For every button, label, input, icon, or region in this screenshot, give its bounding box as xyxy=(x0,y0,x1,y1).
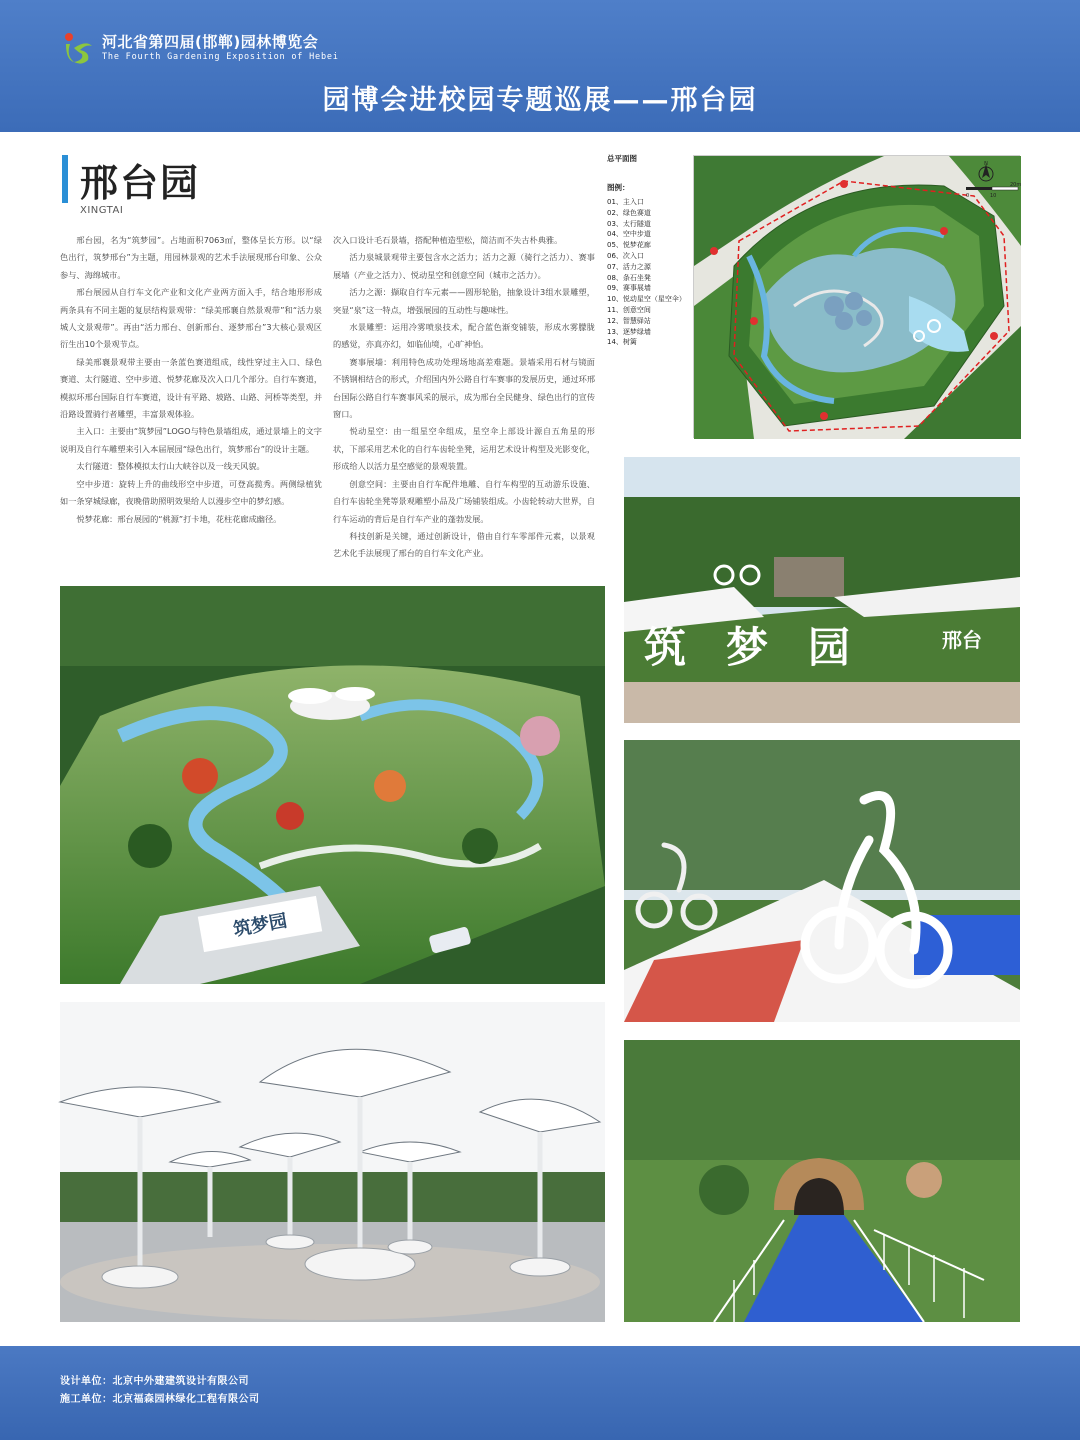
banner-title: 园博会进校园专题巡展——邢台园 xyxy=(322,85,758,116)
paragraph: 空中步道：旋转上升的曲线形空中步道，可登高揽秀。两侧绿植犹如一条穿城绿廊，夜晚借助照明效果给人以漫步空中的梦幻感。 xyxy=(60,478,322,507)
legend-title: 总平面图 xyxy=(607,154,637,163)
paragraph: 悦动星空：由一组星空伞组成，星空伞上部设计源自五角星的形状，下部采用艺术化的自行车齿轮坐凳，运用艺术设计构型及光影变化，形成给人以活力星空感觉的景观装置。 xyxy=(333,426,596,472)
rendering-sign-text: 筑梦园 xyxy=(231,910,289,941)
aerial-rendering-image xyxy=(60,586,605,984)
expo-logo-icon xyxy=(60,30,96,66)
scale-label: 0 xyxy=(966,193,970,199)
logo-wall-photo xyxy=(624,457,1020,723)
paragraph: 水景雕塑：运用冷雾喷泉技术，配合蓝色渐变铺装，形成水雾朦胧的感觉，亦真亦幻，如临仙境，心旷神怡。 xyxy=(333,322,595,350)
logo-wall-main-text: 筑梦园 xyxy=(644,623,891,672)
legend-item: 11、创意空间 xyxy=(607,305,651,314)
legend-item: 04、空中步道 xyxy=(607,230,651,239)
legend-heading: 图例： xyxy=(607,183,630,192)
construction-credit: 施工单位：北京福森园林绿化工程有限公司 xyxy=(60,1394,260,1405)
design-credit: 设计单位：北京中外建建筑设计有限公司 xyxy=(60,1376,249,1387)
paragraph: 创意空间：主要由自行车配件地雕、自行车构型的互动游乐设施、自行车齿轮坐凳等景观雕塑小品及广场铺装组成。小齿轮转动大世界，自行车运动的背后是自行车产业的蓬勃发展。 xyxy=(333,478,596,524)
paragraph: 活力之源：撷取自行车元素——圆形轮胎，抽象设计3组水景雕塑，突显“泉”这一特点，增强展园的互动性与趣味性。 xyxy=(333,287,595,315)
cyclist-sculpture-photo xyxy=(624,740,1020,1022)
page-title: 邢台园 xyxy=(80,160,201,205)
legend-item: 12、智慧驿站 xyxy=(607,316,651,325)
logo-english-name: The Fourth Gardening Exposition of Hebei xyxy=(102,51,339,62)
header-banner xyxy=(0,0,1080,132)
north-label: N xyxy=(984,161,988,167)
legend-item: 06、次入口 xyxy=(607,251,644,260)
paragraph: 科技创新是关键，通过创新设计，借由自行车零部件元素，以景观艺术化手法展现了邢台的自行车文化产业。 xyxy=(333,530,595,559)
body-column-right xyxy=(333,232,595,563)
title-accent-bar xyxy=(62,155,68,203)
paragraph: 赛事展墙：利用特色成功处理场地高差难题。景墙采用石材与镜面不锈钢相结合的形式，介绍国内外公路自行车赛事的发展历史，通过环邢台国际公路自行车赛事风采的展示，成为邢台全民健身、绿色出行的宣传窗口。 xyxy=(333,356,596,420)
legend-item: 14、树篱 xyxy=(607,338,637,347)
paragraph: 邢台园，名为“筑梦园”。占地面积7063㎡，整体呈长方形。以“绿色出行，筑梦邢台”为主题，用园林景观的艺术手法展现邢台印象、公众参与、海绵城市。 xyxy=(60,235,322,280)
plan-legend xyxy=(607,153,687,348)
legend-item: 09、赛事展墙 xyxy=(607,284,651,293)
legend-item: 05、悦梦花廊 xyxy=(607,241,651,250)
logo-wall-sub-text: 邢台 xyxy=(942,628,982,652)
paragraph: 次入口设计毛石景墙，搭配种植造型松，简洁而不失古朴典雅。 xyxy=(333,235,563,245)
legend-item: 02、绿色赛道 xyxy=(607,208,651,217)
legend-item: 08、条石坐凳 xyxy=(607,273,651,282)
site-plan-image xyxy=(693,155,1020,438)
paragraph: 邢台展园从自行车文化产业和文化产业两方面入手，结合地形形成两条具有不同主题的复层结构景观带：“绿美邢襄自然景观带”和“活力泉城人文景观带”。再由“活力邢台、创新邢台、逐梦邢台”3大核心景观区衍生出10个景观节点。 xyxy=(60,287,322,350)
star-umbrella-plaza-image xyxy=(60,1002,605,1322)
logo-chinese-name: 河北省第四届(邯郸)园林博览会 xyxy=(102,32,319,51)
paragraph: 绿美邢襄景观带主要由一条蓝色赛道组成，线性穿过主入口、绿色赛道、太行隧道、空中步道、悦梦花廊及次入口几个部分。自行车赛道，模拟环邢台国际自行车赛道，设计有平路、坡路、山路、河桥等类型，并沿路设置骑行者雕塑，丰富景观体验。 xyxy=(60,356,323,420)
legend-item: 01、主入口 xyxy=(607,198,644,206)
body-column-left xyxy=(60,232,322,528)
legend-item: 13、逐梦绿墙 xyxy=(607,327,651,336)
expo-logo xyxy=(60,30,339,66)
paragraph: 主入口：主要由“筑梦园”LOGO与特色景墙组成，通过景墙上的文字说明及自行车雕塑来引入本届展园“绿色出行，筑梦邢台”的设计主题。 xyxy=(60,426,322,454)
legend-item: 03、太行隧道 xyxy=(607,219,651,228)
paragraph: 太行隧道：整体模拟太行山大峡谷以及一线天风貌。 xyxy=(76,461,265,472)
scale-label: 10 xyxy=(990,193,997,199)
taihang-tunnel-photo xyxy=(624,1040,1020,1322)
paragraph: 活力泉城景观带主要包含水之活力；活力之源（骑行之活力）、赛事展墙（产业之活力）、悦动星空和创意空间（城市之活力）。 xyxy=(333,252,595,280)
legend-item: 10、悦动星空（星空伞） xyxy=(607,295,686,304)
paragraph: 悦梦花廊：邢台展园的“桃源”打卡地，花柱花廊成幽径。 xyxy=(76,513,282,524)
page-subtitle: XINGTAI xyxy=(80,205,124,216)
legend-item: 07、活力之源 xyxy=(607,262,651,271)
scale-label: 20m xyxy=(1010,182,1022,188)
